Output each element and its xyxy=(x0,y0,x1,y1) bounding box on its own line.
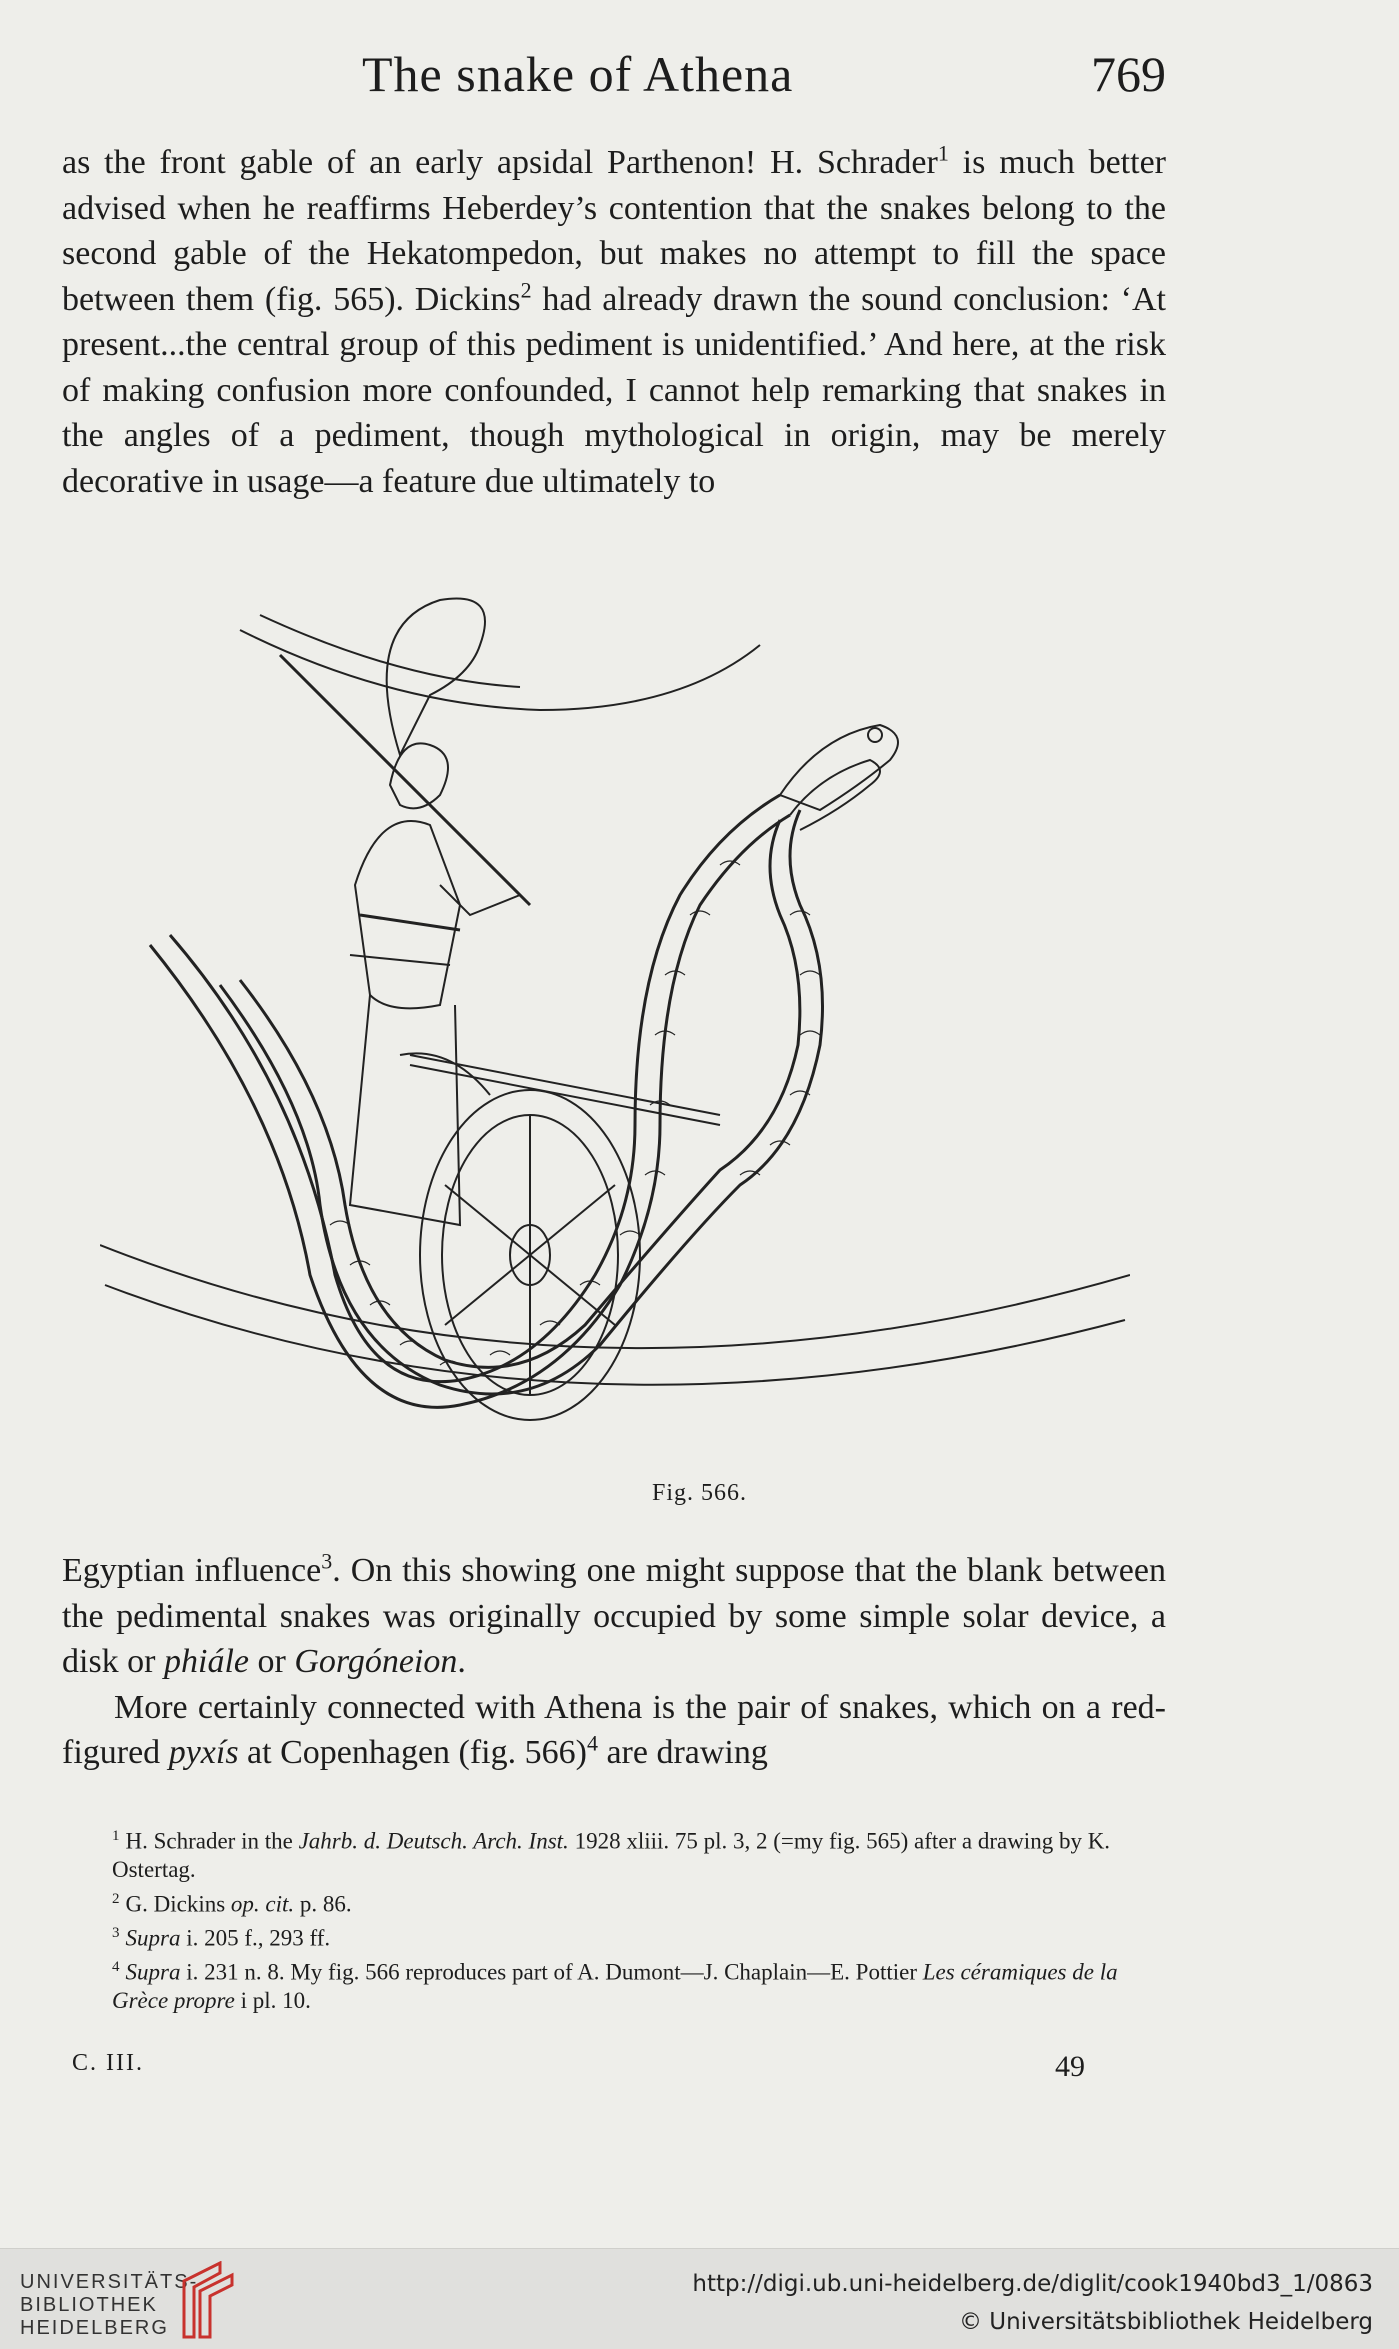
footnote-number: 2 xyxy=(112,1890,120,1907)
library-logo-icon xyxy=(180,2261,236,2341)
copyright-notice: © Universitätsbibliothek Heidelberg xyxy=(958,2309,1373,2335)
footnote-number: 4 xyxy=(112,1958,120,1975)
paragraph-top xyxy=(62,140,1166,504)
text-run: is much better advised when he reaffirms Heberdey’s contention that the snakes belong to the second gable of the Hekatompedon, but makes no attempt to fill the space between them (fig. 565). Dickins xyxy=(62,144,1166,318)
italic-term: Supra xyxy=(125,1925,181,1951)
text-run: at Copenhagen (fig. 566) xyxy=(238,1734,587,1771)
text-run: 1928 xliii. 75 pl. 3, 2 (=my fig. 565) after a drawing by K. Ostertag. xyxy=(112,1828,1111,1883)
italic-term: Gorgóneion xyxy=(294,1643,458,1680)
italic-term: Les céramiques de la Grèce propre xyxy=(112,1959,1118,2014)
text-run: . On this showing one might suppose that the blank between the pedimental snakes was originally occupied by some simple solar device, a disk or xyxy=(62,1552,1166,1680)
footnote-2 xyxy=(62,1885,1166,1919)
page-number: 769 xyxy=(1091,46,1166,102)
running-title: The snake of Athena xyxy=(362,46,794,102)
library-name xyxy=(20,2271,198,2340)
vase-rim-arc xyxy=(240,630,760,710)
text-run: G. Dickins xyxy=(125,1891,231,1917)
text-run: . xyxy=(457,1643,466,1680)
text-run: are drawing xyxy=(597,1734,768,1771)
footnote-3 xyxy=(62,1919,1166,1953)
footnotes xyxy=(62,1822,1166,2016)
footnote-ref-4: 4 xyxy=(586,1730,598,1756)
snake-left xyxy=(150,795,790,1407)
text-run: More certainly connected with Athena is the pair of snakes, which on a red-figured xyxy=(62,1688,1166,1771)
text-run: Egyptian influence xyxy=(62,1552,322,1589)
figure-caption: Fig. 566. xyxy=(651,1480,747,1506)
library-name-line: BIBLIOTHEK xyxy=(20,2294,158,2316)
footnote-1 xyxy=(62,1822,1166,1885)
italic-term: pyxís xyxy=(168,1734,239,1771)
footnote-ref-1: 1 xyxy=(937,140,949,166)
text-run: had already drawn the sound conclusion: ‘At present...the central group of this pediment is unidentified.’ And here, at the risk of making confusion more confounded, I cannot help remarking that snakes in the angles of a pediment, though mythological in origin, may be merely decorative in usage—a feature due ultimately to xyxy=(62,280,1166,500)
footnote-4 xyxy=(62,1953,1166,2016)
signature-mark: C. III. xyxy=(72,2050,144,2076)
library-footer xyxy=(0,2248,1399,2349)
text-run: or xyxy=(248,1643,295,1680)
running-head xyxy=(62,45,1166,115)
italic-term: phiále xyxy=(164,1643,249,1680)
text-run: H. Schrader in the xyxy=(125,1828,299,1854)
italic-term: Jahrb. d. Deutsch. Arch. Inst. xyxy=(298,1828,569,1854)
italic-term: Supra xyxy=(125,1959,181,1985)
text-run: as the front gable of an early apsidal Parthenon! H. Schrader xyxy=(62,144,938,181)
snake-right xyxy=(220,725,898,1394)
athena-figure xyxy=(280,598,530,1225)
library-name-line: UNIVERSITÄTS- xyxy=(20,2271,199,2293)
library-name-line: HEIDELBERG xyxy=(20,2317,169,2339)
text-run: i. 205 f., 293 ff. xyxy=(180,1925,331,1951)
paragraph-bottom xyxy=(62,1548,1166,1776)
sheet-number: 49 xyxy=(1055,2050,1085,2083)
footnote-ref-3: 3 xyxy=(321,1548,333,1574)
footnote-number: 1 xyxy=(112,1828,120,1844)
figure-athena-snake-chariot xyxy=(100,585,1130,1455)
text-run: i pl. 10. xyxy=(234,1988,311,2014)
footnote-number: 3 xyxy=(112,1924,120,1941)
text-run: p. 86. xyxy=(294,1891,352,1917)
footnote-ref-2: 2 xyxy=(520,277,532,303)
italic-term: op. cit. xyxy=(230,1891,295,1917)
text-run: i. 231 n. 8. My fig. 566 reproduces part of A. Dumont—J. Chaplain—E. Pottier xyxy=(180,1959,923,1985)
source-url-link[interactable]: http://digi.ub.uni-heidelberg.de/diglit/cook1940bd3_1/0863 xyxy=(692,2271,1373,2297)
